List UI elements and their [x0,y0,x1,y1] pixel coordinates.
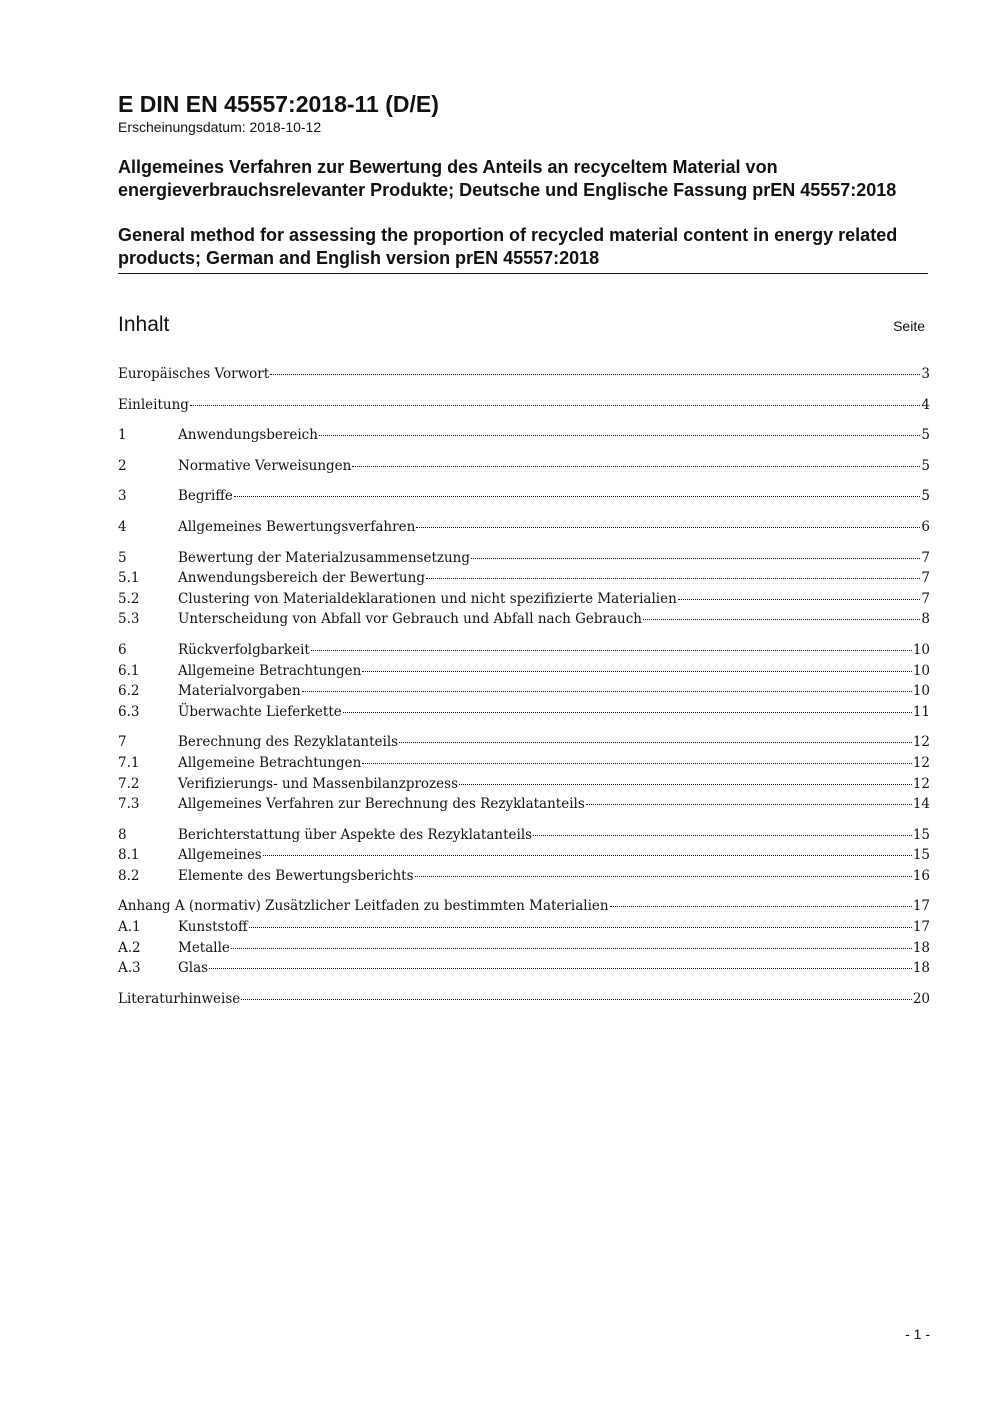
toc-entry-page: 7 [921,590,930,607]
toc-entry-number: A.1 [118,919,141,936]
toc-dot-leader [586,804,912,805]
toc-entry-title: Anwendungsbereich der Bewertung [178,570,425,587]
toc-entry-page: 12 [912,775,930,792]
toc-entry-title: Europäisches Vorwort [118,366,270,382]
toc-dot-leader [610,906,912,907]
toc-dot-leader [343,712,912,713]
toc-entry-page: 5 [921,457,930,474]
toc-entry[interactable] [118,395,930,416]
toc-group [118,896,930,978]
toc-entry[interactable] [118,896,930,917]
toc-dot-leader [426,578,920,579]
toc-entry-title: Berichterstattung über Aspekte des Rezyklatanteils [178,826,533,843]
toc-entry[interactable] [118,866,930,887]
toc-entry-title: Rückverfolgbarkeit [178,641,310,658]
toc-entry-page: 14 [912,796,930,813]
toc-entry[interactable] [118,845,930,866]
toc-entry[interactable] [118,661,930,682]
toc-entry-title: Überwachte Lieferkette [178,703,342,720]
toc-entry-page: 5 [921,427,930,444]
toc-entry[interactable] [118,486,930,507]
toc-entry[interactable] [118,609,930,630]
toc-entry-page: 16 [912,867,930,884]
toc-entry[interactable] [118,456,930,477]
toc-entry-title: Verifizierungs- und Massenbilanzprozess [178,775,459,792]
toc-dot-leader [399,742,912,743]
toc-entry[interactable] [118,753,930,774]
toc-entry-title: Anwendungsbereich [178,427,318,444]
toc-group [118,732,930,814]
toc-entry-page: 4 [921,396,930,413]
toc-entry-number: 8.1 [118,847,140,864]
toc-entry-title: Bewertung der Materialzusammensetzung [178,549,471,566]
toc-entry[interactable] [118,938,930,959]
toc-entry-title: Unterscheidung von Abfall vor Gebrauch und Abfall nach Gebrauch [178,611,642,628]
toc-entry-number: 7.3 [118,796,140,813]
toc-entry-page: 18 [912,960,930,977]
toc-dot-leader [190,405,920,406]
toc-entry[interactable] [118,825,930,846]
toc-entry-page: 12 [912,754,930,771]
toc-entry-number: 5.1 [118,570,140,587]
document-id: E DIN EN 45557:2018-11 (D/E) [118,91,439,117]
toc-entry-number: 6 [118,641,127,658]
toc-entry-page: 5 [921,488,930,505]
toc-entry-page: 10 [912,641,930,658]
toc-entry[interactable] [118,425,930,446]
toc-entry-page: 3 [921,366,930,382]
document-page [118,90,934,1019]
toc-dot-leader [678,599,921,600]
toc-entry-page: 11 [912,703,930,720]
toc-entry-page: 20 [912,990,930,1007]
toc-entry-number: 8 [118,826,127,843]
toc-entry-page: 12 [912,734,930,751]
toc-entry-number: 7.1 [118,754,140,771]
toc-dot-leader [416,527,920,528]
document-title-english: General method for assessing the proportion of recycled material content in energy related products; German and English version prEN 45557:2018 [118,224,928,274]
toc-entry-title: Allgemeine Betrachtungen [178,662,362,679]
toc-entry-page: 7 [921,570,930,587]
toc-dot-leader [459,784,912,785]
toc-entry-page: 10 [912,683,930,700]
toc-group [118,425,930,446]
toc-entry-title: Allgemeines Bewertungsverfahren [178,518,416,535]
toc-entry-number: A.3 [118,960,141,977]
toc-dot-leader [209,968,912,969]
toc-entry[interactable] [118,702,930,723]
toc-entry-page: 15 [912,826,930,843]
toc-dot-leader [362,671,911,672]
toc-dot-leader [471,558,920,559]
toc-entry-number: 7.2 [118,775,140,792]
toc-group [118,486,930,507]
toc-dot-leader [352,466,920,467]
toc-dot-leader [311,650,912,651]
toc-entry[interactable] [118,958,930,979]
toc-entry-title: Einleitung [118,396,189,413]
toc-entry[interactable] [118,681,930,702]
toc-entry[interactable] [118,568,930,589]
toc-header [118,312,934,342]
toc-entry-number: 5 [118,549,127,566]
toc-entry-number: 6.3 [118,703,140,720]
toc-group [118,456,930,477]
toc-entry-page: 15 [912,847,930,864]
toc-entry-number: 4 [118,518,127,535]
toc-page-column-label: Seite [893,318,925,334]
toc-entry-title: Berechnung des Rezyklatanteils [178,734,399,751]
toc-dot-leader [319,435,920,436]
toc-entry-title: Kunststoff [178,919,248,936]
toc-entry-title: Glas [178,960,209,977]
toc-entry[interactable] [118,917,930,938]
toc-entry[interactable] [118,794,930,815]
toc-entry[interactable] [118,364,930,385]
toc-entry[interactable] [118,548,930,569]
toc-entry-number: 5.3 [118,611,140,628]
toc-entry-number: 5.2 [118,590,140,607]
document-title-german: Allgemeines Verfahren zur Bewertung des Anteils an recyceltem Material von energieverbrauchsrelevanter Produkte; Deutsche und Englische Fassung prEN 45557:2018 [118,157,897,200]
toc-dot-leader [263,855,912,856]
toc-entry-number: 8.2 [118,867,140,884]
toc-entry-number: 3 [118,488,127,505]
toc-dot-leader [643,619,920,620]
toc-entry-page: 7 [921,549,930,566]
toc-entry[interactable] [118,732,930,753]
toc-dot-leader [533,835,912,836]
toc-entry-title: Normative Verweisungen [178,457,352,474]
toc-dot-leader [362,763,911,764]
toc-entry-title: Begriffe [178,488,233,505]
toc-dot-leader [241,999,912,1000]
toc-group [118,548,930,630]
toc-entry[interactable] [118,774,930,795]
toc-dot-leader [249,927,912,928]
toc-entry-number: 1 [118,427,127,444]
toc-group [118,825,930,887]
publication-date: Erscheinungsdatum: 2018-10-12 [118,119,322,135]
toc-group [118,395,930,416]
toc-group [118,989,930,1010]
toc-entry-title: Anhang A (normativ) Zusätzlicher Leitfaden zu bestimmten Materialien [118,898,609,915]
toc-dot-leader [302,691,912,692]
toc-group [118,517,930,538]
toc-entry[interactable] [118,517,930,538]
toc-entry-title: Allgemeines [178,847,262,864]
toc-entry-title: Allgemeine Betrachtungen [178,754,362,771]
toc-entry-title: Allgemeines Verfahren zur Berechnung des Rezyklatanteils [178,796,585,813]
toc-group [118,640,930,722]
toc-entry[interactable] [118,989,930,1010]
toc-entry-number: 6.2 [118,683,140,700]
toc-entry-number: 6.1 [118,662,140,679]
toc-entry-title: Clustering von Materialdeklarationen und nicht spezifizierte Materialien [178,590,677,607]
toc-entry-title: Metalle [178,939,230,956]
toc-entry-number: 7 [118,734,127,751]
toc-entry-page: 17 [912,898,930,915]
toc-dot-leader [231,948,912,949]
toc-entry-page: 17 [912,919,930,936]
table-of-contents [118,364,930,1009]
toc-entry-number: 2 [118,457,127,474]
toc-entry-page: 10 [912,662,930,679]
toc-entry-page: 18 [912,939,930,956]
toc-group [118,364,930,385]
toc-entry-title: Materialvorgaben [178,683,301,700]
toc-entry-title: Literaturhinweise [118,990,241,1007]
page-number: - 1 - [905,1326,930,1342]
toc-entry-page: 6 [921,518,930,535]
toc-dot-leader [234,496,921,497]
toc-entry[interactable] [118,589,930,610]
toc-dot-leader [270,374,920,375]
toc-entry-title: Elemente des Bewertungsberichts [178,867,414,884]
toc-entry-page: 8 [921,611,930,628]
toc-entry-number: A.2 [118,939,141,956]
toc-dot-leader [415,876,912,877]
toc-heading: Inhalt [118,313,170,336]
toc-entry[interactable] [118,640,930,661]
